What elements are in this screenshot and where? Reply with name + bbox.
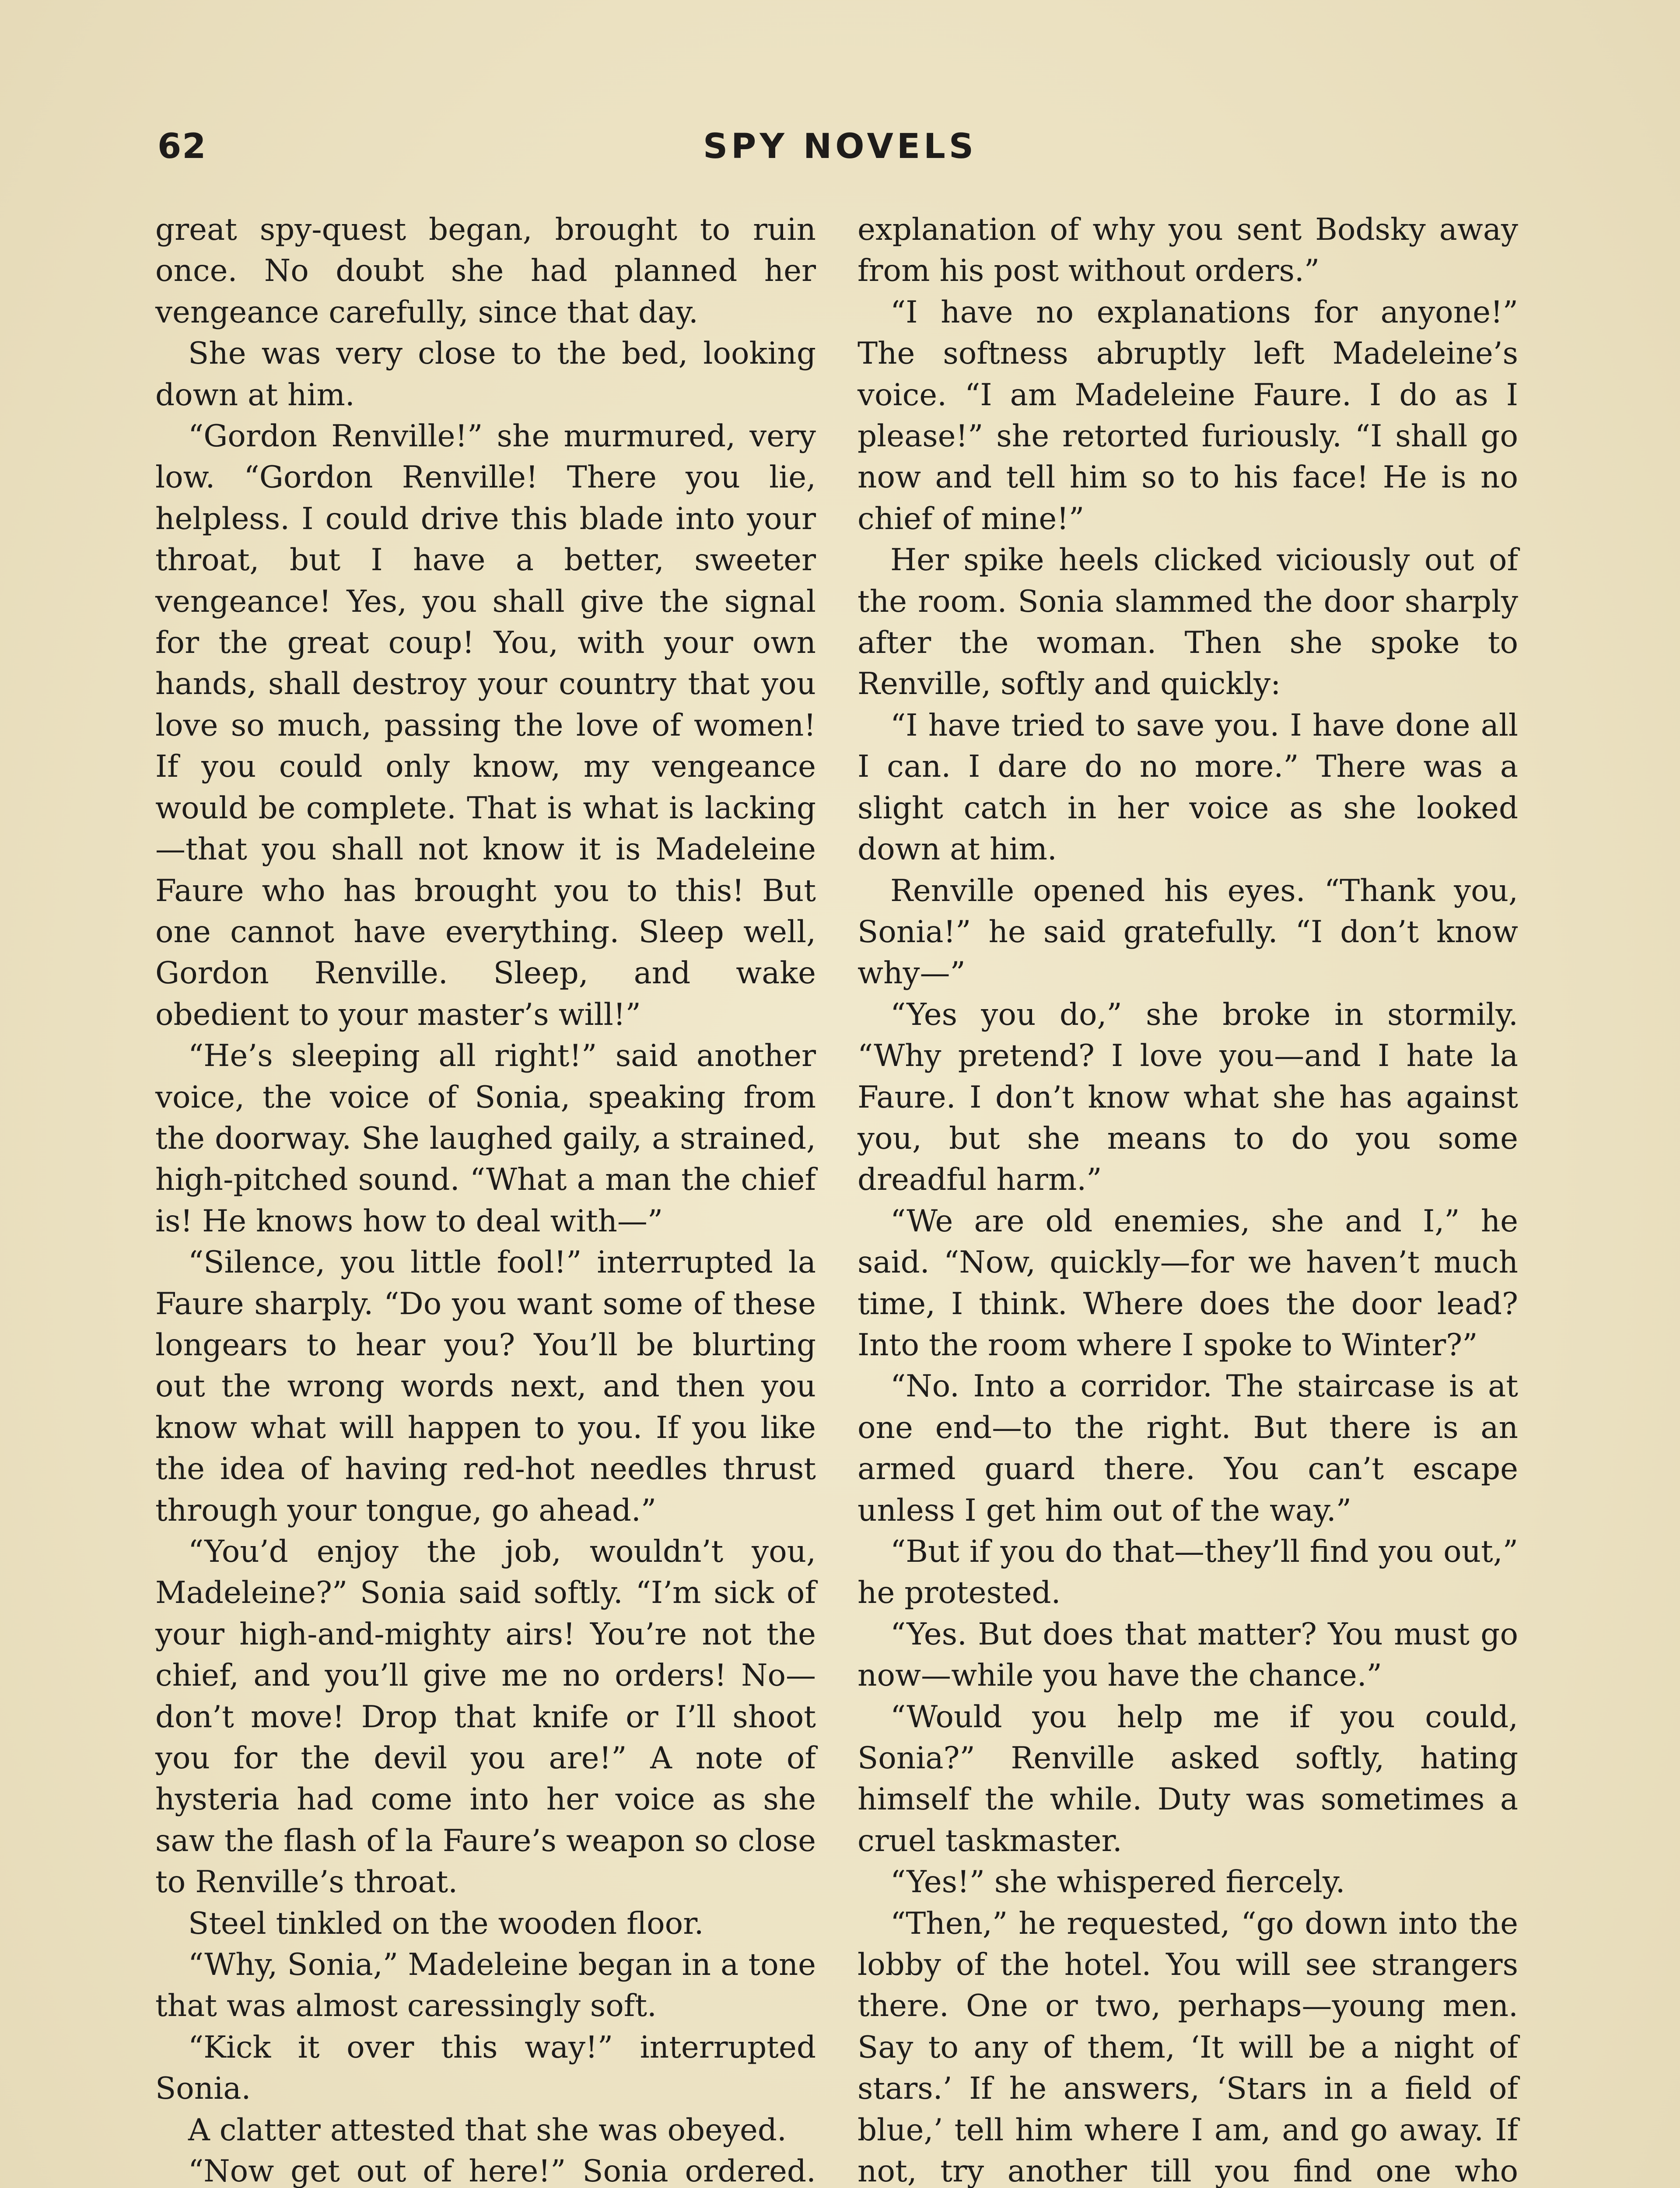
paragraph: “Why, Sonia,” Madeleine began in a tone that was almost caressingly soft. [155, 1947, 816, 2024]
paragraph: “Yes you do,” she broke in stormily. “Why pretend? I love you—and I hate la Faure. I don’t know what she has against you, but she means to do you some dreadful harm.” [858, 997, 1518, 1198]
running-title: SPY NOVELS [703, 127, 977, 166]
paragraph: “But if you do that—they’ll find you out,” he protested. [858, 1534, 1518, 1611]
paragraph: “No. Into a corridor. The staircase is at one end—to the right. But there is an armed guard there. You can’t escape unless I get him out of the way.” [858, 1369, 1518, 1528]
paragraph: “Silence, you little fool!” interrupted la Faure sharply. “Do you want some of these longears to hear you? You’ll be blurting out the wrong words next, and then you know what will happen to you. If you like the idea of having red-hot needles thrust through your tongue, go ahead.” [155, 1245, 816, 1528]
paragraph: “He’s sleeping all right!” said another voice, the voice of Sonia, speaking from the doorway. She laughed gaily, a strained, high-pitched sound. “What a man the chief is! He knows how to deal with—” [155, 1038, 816, 1239]
paragraph: “I have no explanations for anyone!” The softness abruptly left Madeleine’s voice. “I am Madeleine Faure. I do as I please!” she retorted furiously. “I shall go now and tell him so to his face! He is no chief of mine!” [858, 295, 1518, 536]
paragraph: “Now get out of here!” Sonia ordered. [188, 2154, 816, 2188]
paragraph: “Kick it over this way!” interrupted Sonia. [155, 2030, 816, 2107]
paragraph: Renville opened his eyes. “Thank you, Sonia!” he said gratefully. “I don’t know why—” [858, 873, 1518, 991]
paragraph: “We are old enemies, she and I,” he said. “Now, quickly—for we haven’t much time, I think. Where does the door lead? Into the room where I spoke to Winter?” [858, 1203, 1518, 1363]
right-column [858, 209, 1518, 2188]
page-number: 62 [158, 127, 207, 166]
paragraph: Steel tinkled on the wooden floor. [188, 1906, 704, 1941]
paragraph: “Yes!” she whispered fiercely. [890, 1865, 1345, 1900]
paragraph: “Gordon Renville!” she murmured, very low. “Gordon Renville! There you lie, helpless. I could drive this blade into your throat, but I have a better, sweeter vengeance! Yes, you shall give the signal for the great coup! You, with your own hands, shall destroy your country that you love so much, passing the love of women! If you could only know, my vengeance would be complete. That is what is lacking—that you shall not know it is Madeleine Faure who has brought you to this! But one cannot have everything. Sleep well, Gordon Renville. Sleep, and wake obedient to your master’s will!” [155, 419, 816, 1032]
left-column [155, 209, 816, 2188]
paragraph: explanation of why you sent Bodsky away from his post without orders.” [858, 212, 1518, 289]
paragraph: “Would you help me if you could, Sonia?” Renville asked softly, hating himself the while. Duty was sometimes a cruel taskmaster. [858, 1699, 1518, 1858]
paragraph: “Then,” he requested, “go down into the lobby of the hotel. You will see strangers there. One or two, perhaps—young men. Say to any of them, ‘It will be a night of stars.’ If he answers, ‘Stars in a field of blue,’ tell him where I am, and go away. If not, try another till you find one who [858, 1906, 1518, 2188]
paragraph: “Yes. But does that matter? You must go now—while you have the chance.” [858, 1616, 1518, 1694]
paragraph: She was very close to the bed, looking down at him. [155, 336, 816, 413]
paragraph: “I have tried to save you. I have done all I can. I dare do no more.” There was a slight catch in her voice as she looked down at him. [858, 708, 1518, 867]
paragraph: great spy-quest began, brought to ruin once. No doubt she had planned her vengeance carefully, since that day. [155, 212, 816, 330]
paragraph: Her spike heels clicked viciously out of the room. Sonia slammed the door sharply after the woman. Then she spoke to Renville, softly and quickly: [858, 543, 1518, 702]
paragraph: “You’d enjoy the job, wouldn’t you, Madeleine?” Sonia said softly. “I’m sick of your high-and-mighty airs! You’re not the chief, and you’ll give me no orders! No—don’t move! Drop that knife or I’ll shoot you for the devil you are!” A note of hysteria had come into her voice as she saw the flash of la Faure’s weapon so close to Renville’s throat. [155, 1534, 816, 1900]
paragraph: A clatter attested that she was obeyed. [188, 2112, 787, 2148]
